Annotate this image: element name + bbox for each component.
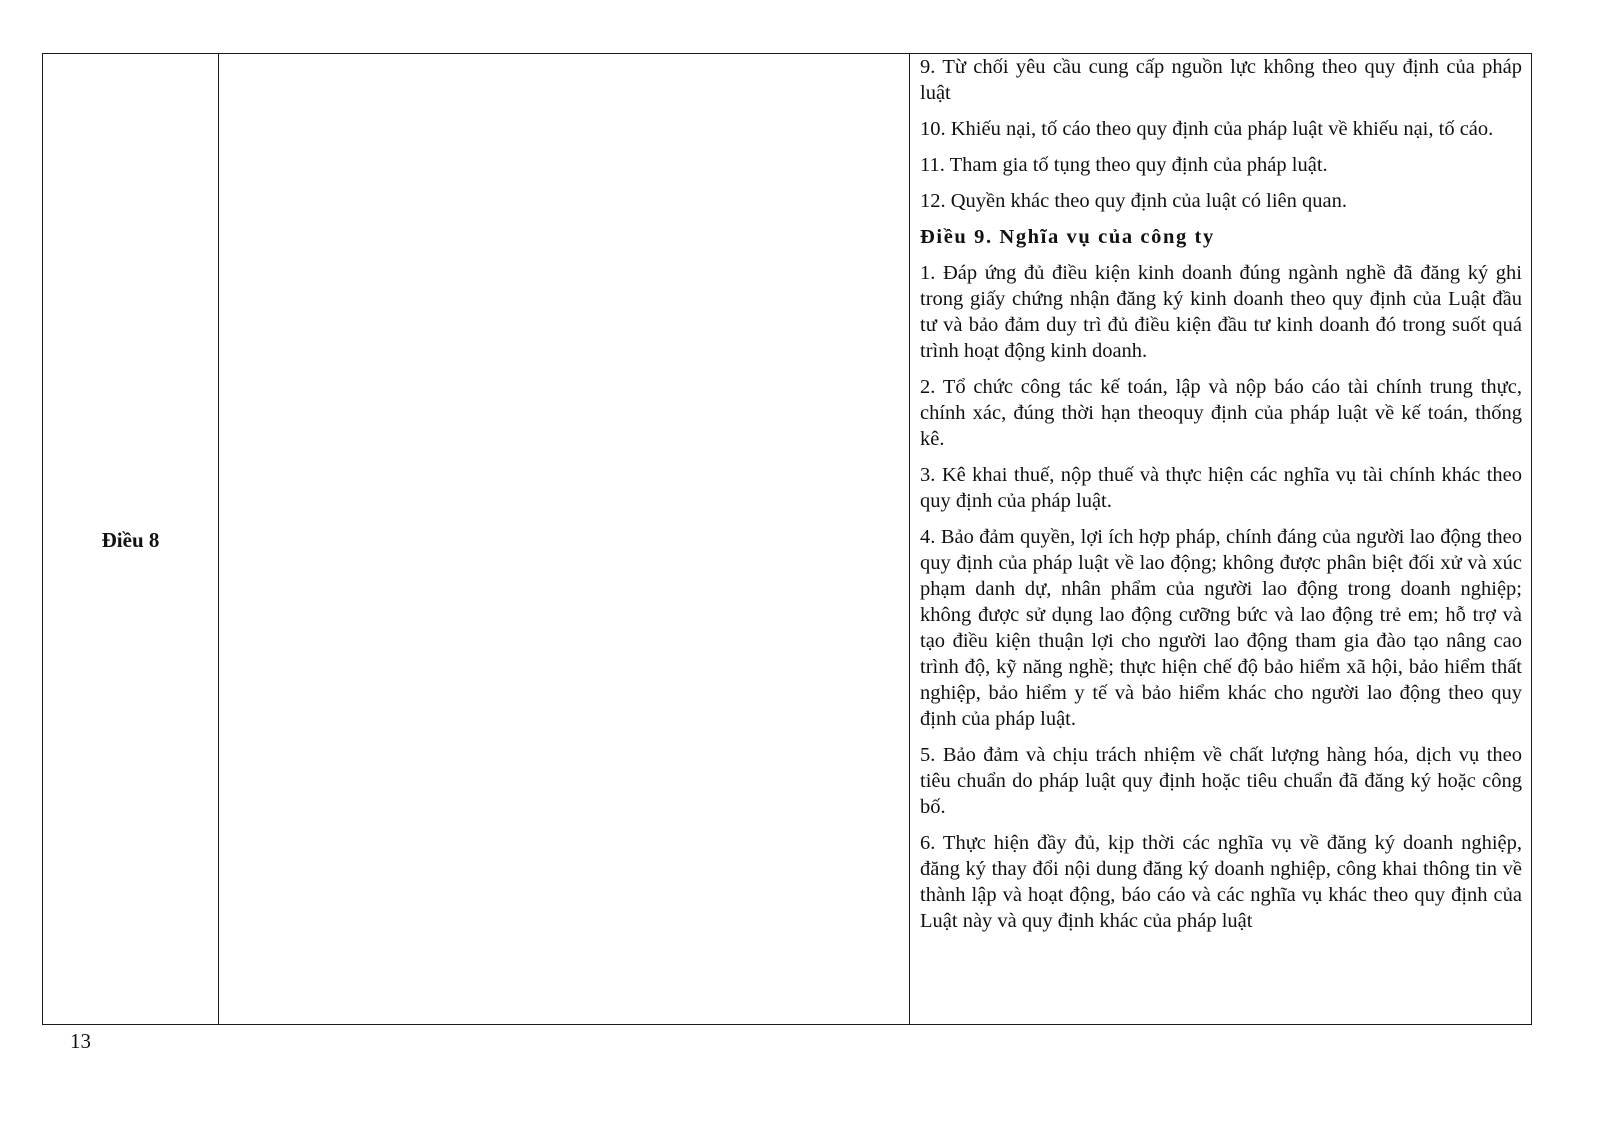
document-table <box>42 53 1532 1025</box>
duty-paragraph: 1. Đáp ứng đủ điều kiện kinh doanh đúng ngành nghề đã đăng ký ghi trong giấy chứng nhận đăng ký kinh doanh theo quy định của Luật đầu tư và bảo đảm duy trì đủ điều kiện đầu tư kinh doanh đó trong suốt quá trình hoạt động kinh doanh. <box>920 262 1522 362</box>
duty-paragraph: 2. Tổ chức công tác kế toán, lập và nộp báo cáo tài chính trung thực, chính xác, đúng thời hạn theoquy định của pháp luật về kế toán, thống kê. <box>920 376 1522 450</box>
duty-paragraph: 5. Bảo đảm và chịu trách nhiệm về chất lượng hàng hóa, dịch vụ theo tiêu chuẩn do pháp luật quy định hoặc tiêu chuẩn đã đăng ký hoặc công bố. <box>920 744 1522 818</box>
duty-paragraph: 6. Thực hiện đầy đủ, kịp thời các nghĩa vụ về đăng ký doanh nghiệp, đăng ký thay đổi nội dung đăng ký doanh nghiệp, công khai thông tin về thành lập và hoạt động, báo cáo và các nghĩa vụ khác theo quy định của Luật này và quy định khác của pháp luật <box>920 832 1522 932</box>
rights-paragraph: 10. Khiếu nại, tố cáo theo quy định của pháp luật về khiếu nại, tố cáo. <box>920 118 1494 140</box>
section-heading: Điều 9. Nghĩa vụ của công ty <box>920 226 1215 248</box>
rights-paragraph: 12. Quyền khác theo quy định của luật có liên quan. <box>920 190 1347 212</box>
rights-paragraph: 9. Từ chối yêu cầu cung cấp nguồn lực không theo quy định của pháp luật <box>920 56 1522 104</box>
rights-paragraph: 11. Tham gia tố tụng theo quy định của pháp luật. <box>920 154 1328 176</box>
duty-paragraph: 4. Bảo đảm quyền, lợi ích hợp pháp, chính đáng của người lao động theo quy định của pháp luật về lao động; không được phân biệt đối xử và xúc phạm danh dự, nhân phẩm của người lao động trong doanh nghiệp; không được sử dụng lao động cưỡng bức và lao động trẻ em; hỗ trợ và tạo điều kiện thuận lợi cho người lao động tham gia đào tạo nâng cao trình độ, kỹ năng nghề; thực hiện chế độ bảo hiểm xã hội, bảo hiểm thất nghiệp, bảo hiểm y tế và bảo hiểm khác cho người lao động theo quy định của pháp luật. <box>920 526 1522 730</box>
duty-paragraph: 3. Kê khai thuế, nộp thuế và thực hiện các nghĩa vụ tài chính khác theo quy định của pháp luật. <box>920 464 1522 512</box>
article-label: Điều 8 <box>101 527 160 552</box>
article-column <box>43 54 219 1024</box>
content-column <box>910 54 1531 1024</box>
empty-middle-column <box>219 54 910 1024</box>
page-number: 13 <box>70 1029 91 1053</box>
